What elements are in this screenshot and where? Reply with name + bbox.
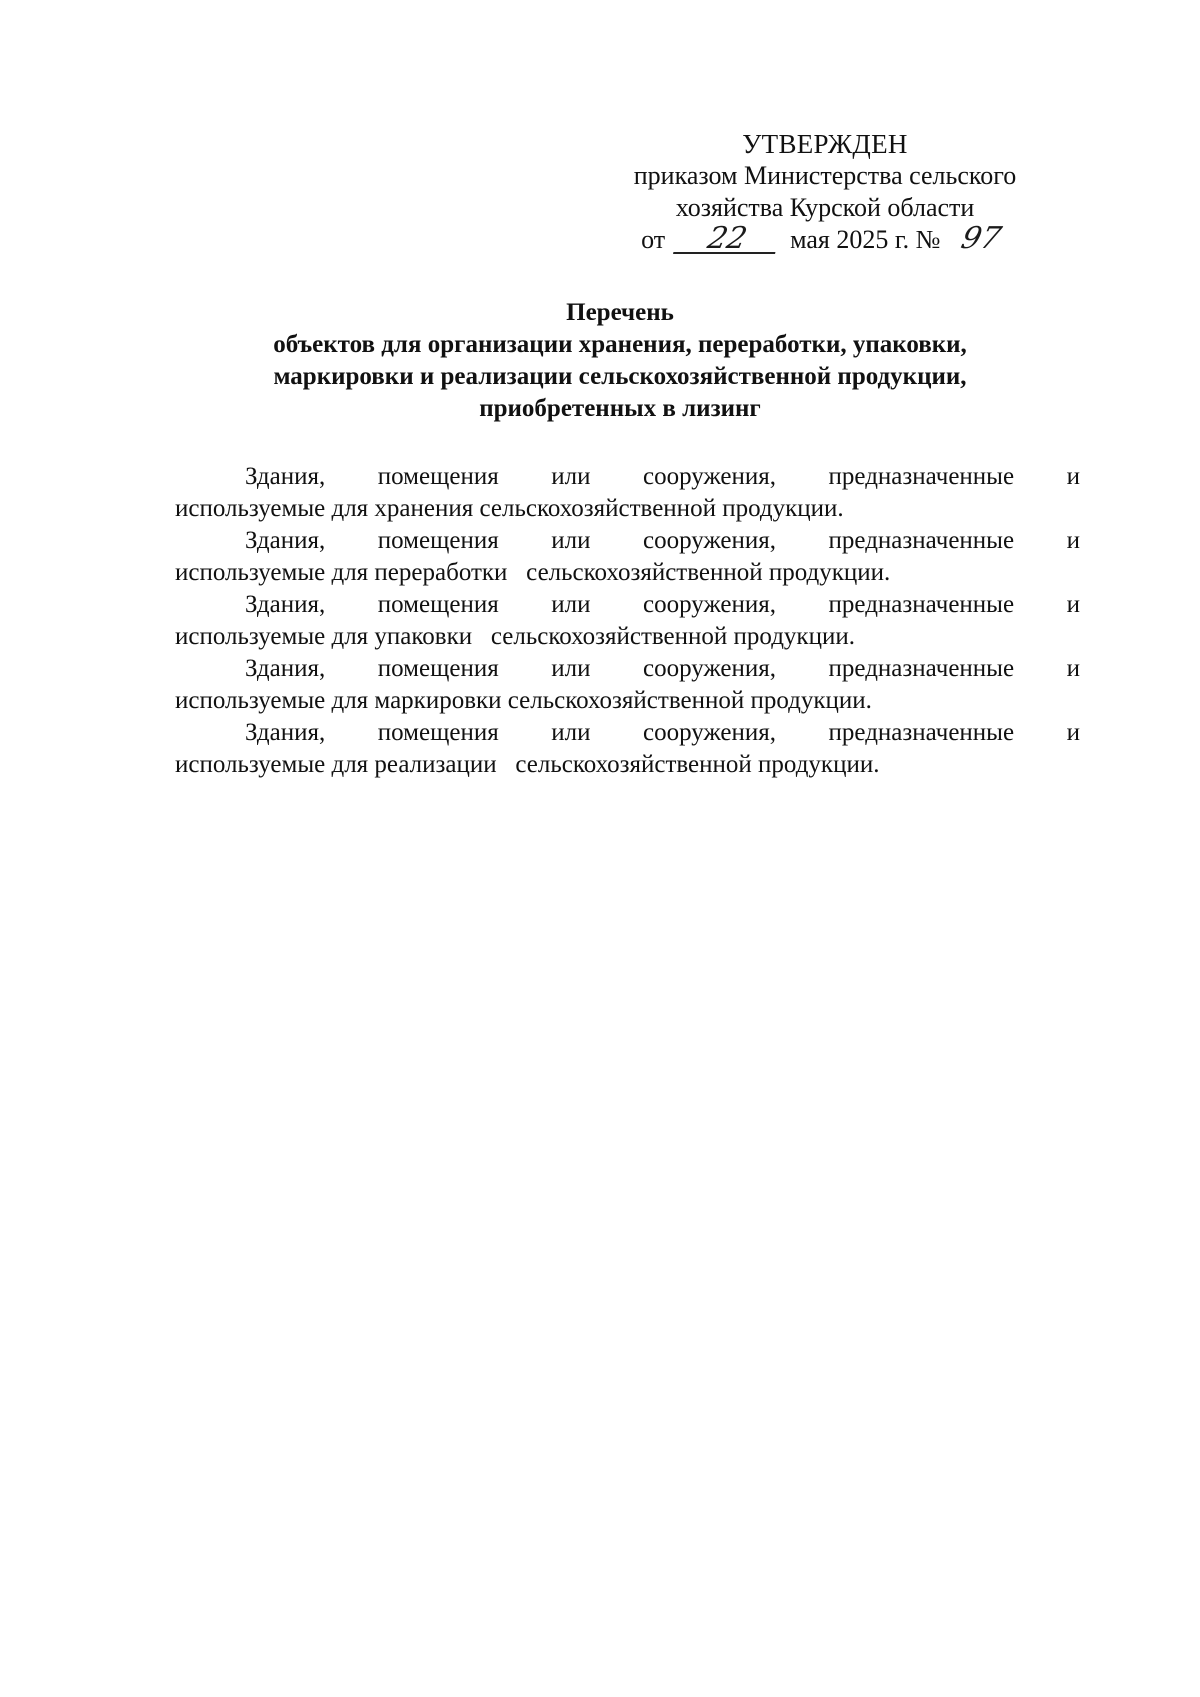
title-line-4: приобретенных в лизинг [479,395,761,422]
approval-title: УТВЕРЖДЕН [742,129,908,159]
paragraph-line: используемые для переработки сельскохозяйственной продукции. [175,559,891,586]
paragraph-line: Здания, помещения или сооружения, предназначенные и [245,527,1080,554]
title-line-1: Перечень [566,299,674,326]
order-date-line [610,221,1040,256]
approval-line-1: приказом Министерства сельского [633,161,1017,190]
paragraph-line: Здания, помещения или сооружения, предназначенные и [245,591,1080,618]
approval-block [610,128,1040,256]
paragraph-packaging [175,589,1080,653]
paragraph-line: Здания, помещения или сооружения, предназначенные и [245,655,1080,682]
handwritten-order-number: 97 [957,221,1005,256]
document-title [160,297,1080,425]
paragraph-storage [175,461,1080,525]
paragraph-labeling [175,653,1080,717]
paragraph-line: Здания, помещения или сооружения, предназначенные и [245,463,1080,490]
paragraph-processing [175,525,1080,589]
document-body [175,461,1080,781]
paragraph-line: Здания, помещения или сооружения, предназначенные и [245,719,1080,746]
date-middle: мая 2025 г. № [790,225,941,254]
title-line-2: объектов для организации хранения, переработки, упаковки, [273,331,967,358]
paragraph-line: используемые для реализации сельскохозяйственной продукции. [175,751,880,778]
handwritten-day: 22 [673,226,781,254]
approval-line-2: хозяйства Курской области [675,193,975,222]
paragraph-line: используемые для упаковки сельскохозяйственной продукции. [175,623,855,650]
paragraph-line: используемые для хранения сельскохозяйственной продукции. [175,495,844,522]
paragraph-line: используемые для маркировки сельскохозяйственной продукции. [175,687,872,714]
date-prefix: от [641,225,666,254]
paragraph-sales [175,717,1080,781]
title-line-3: маркировки и реализации сельскохозяйственной продукции, [273,363,967,390]
